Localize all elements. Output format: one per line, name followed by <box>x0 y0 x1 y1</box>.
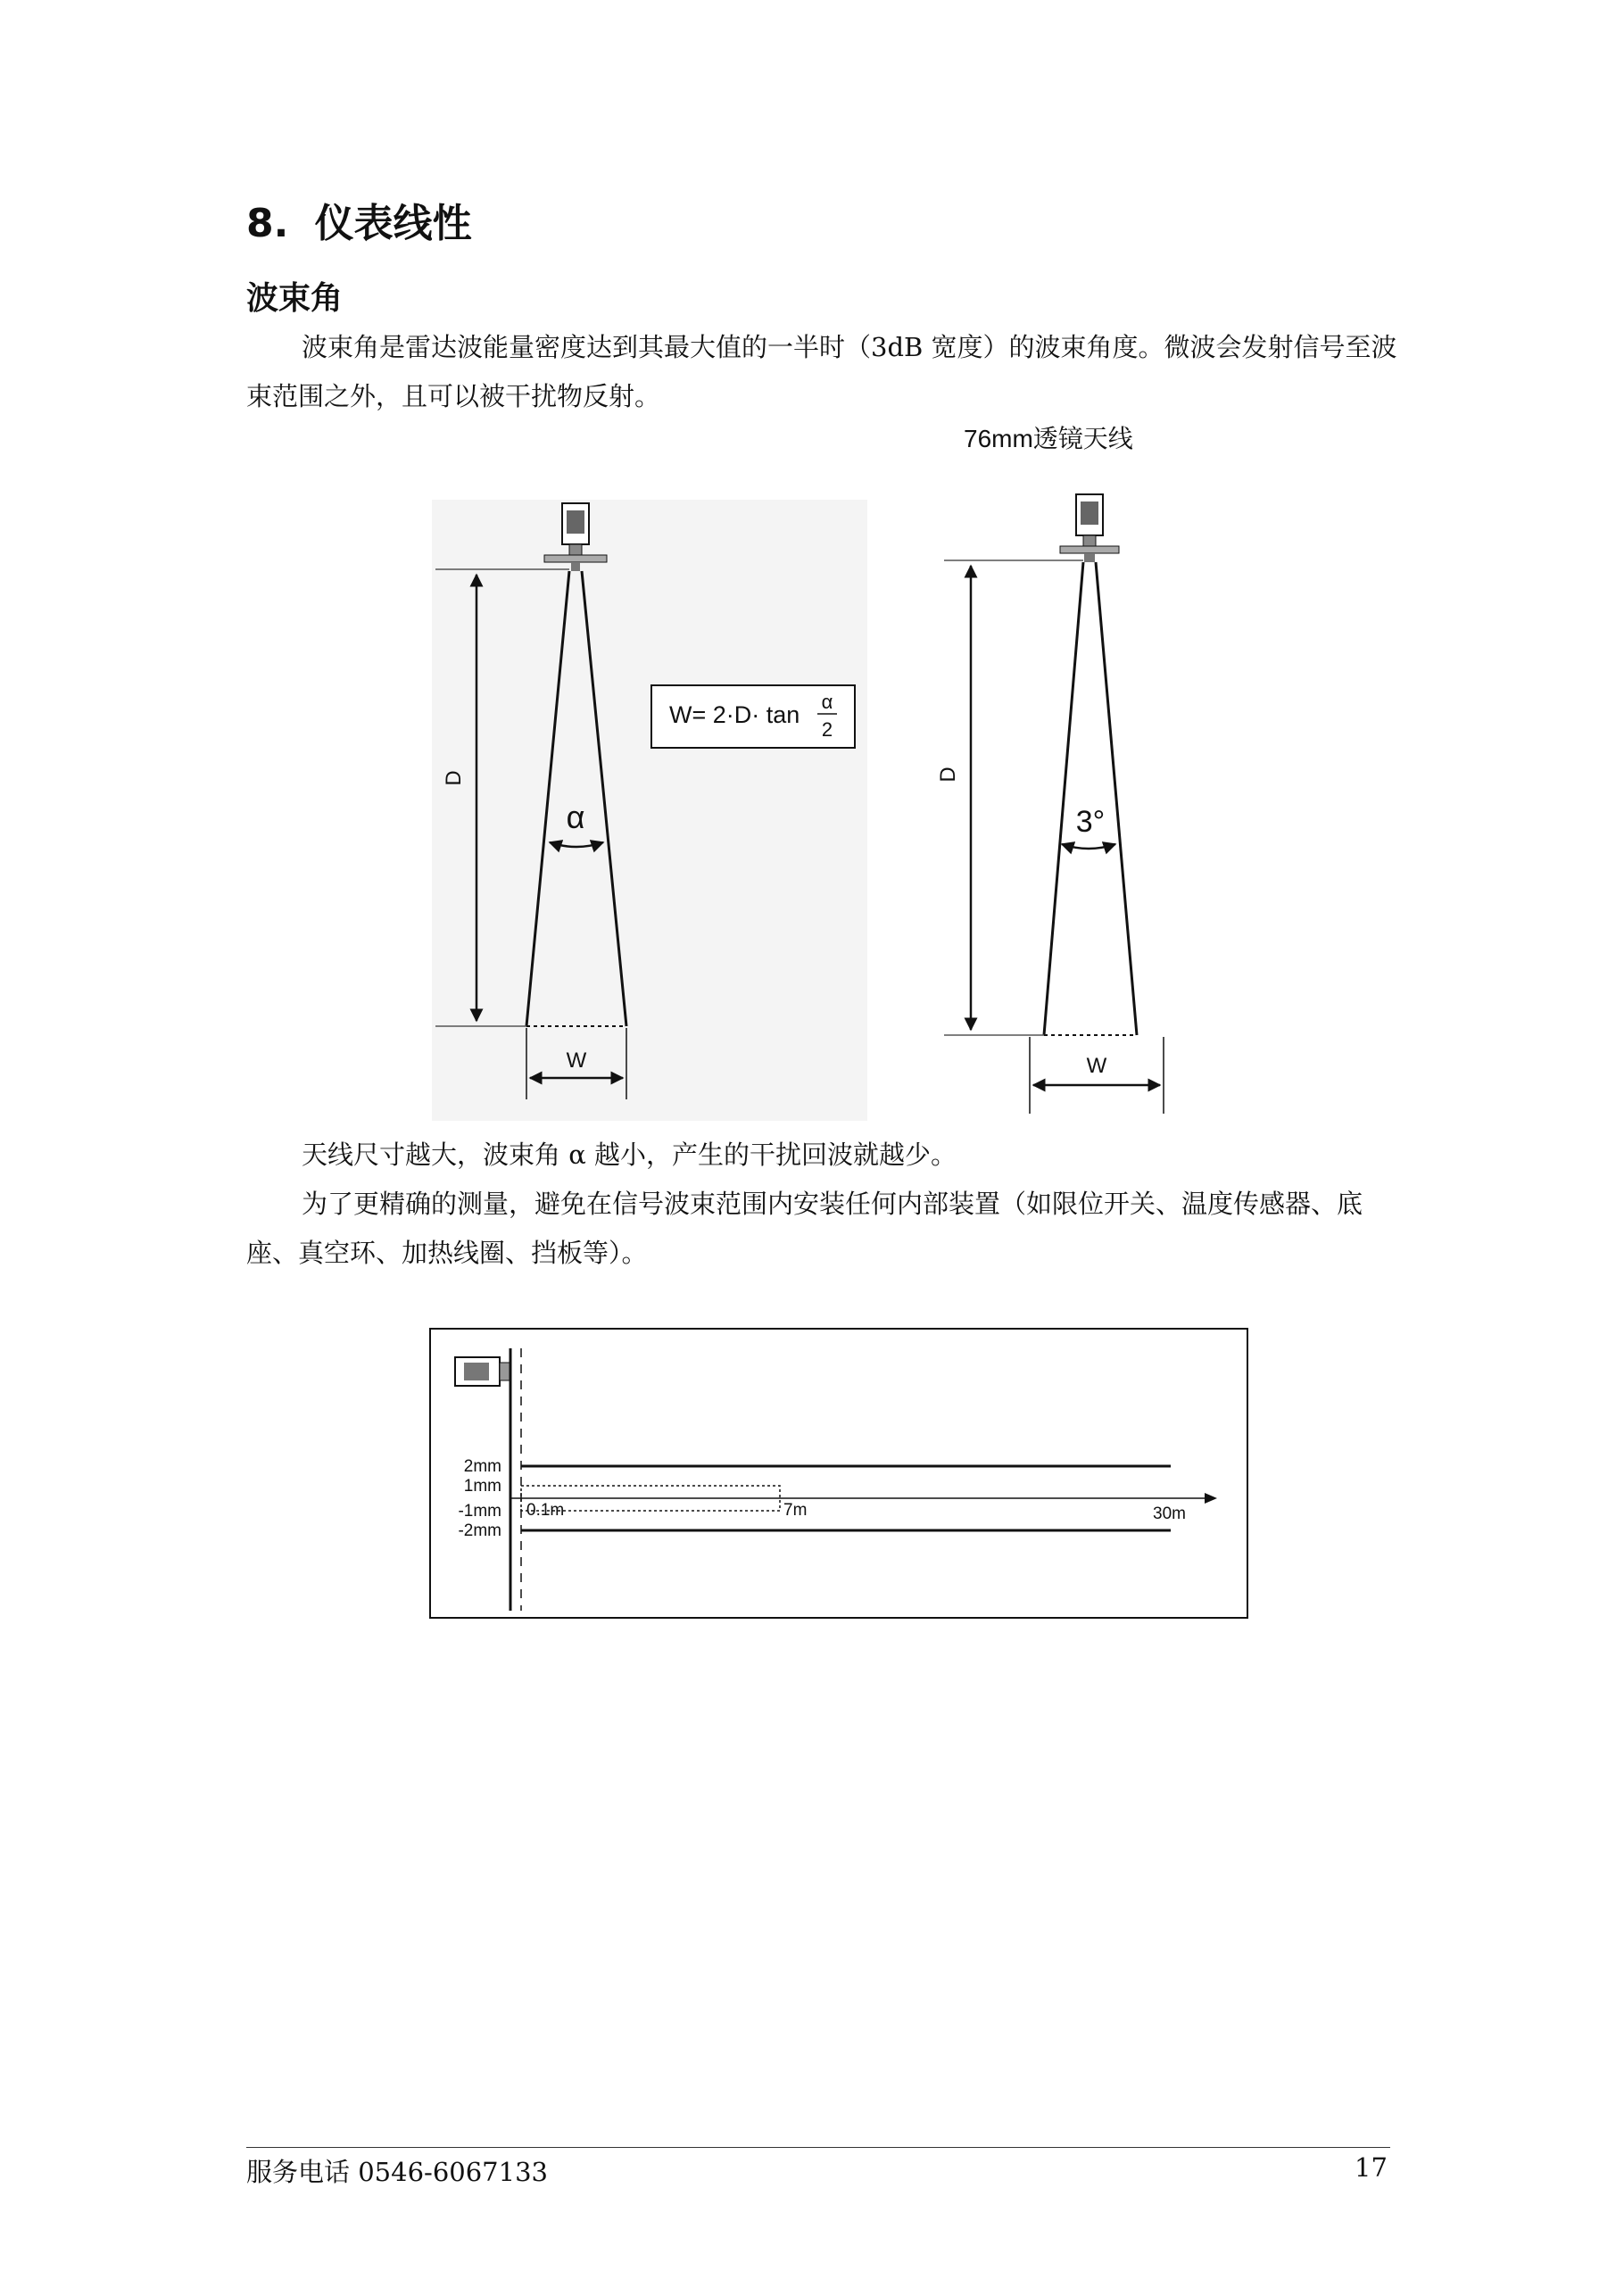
left-w-label: W <box>566 1049 587 1073</box>
left-angle-label: α <box>566 799 585 835</box>
beam-angle-figure <box>419 482 1205 1124</box>
linearity-figure <box>428 1327 1249 1621</box>
y-label-minus-1mm: -1mm <box>458 1502 501 1521</box>
formula-prefix: W= 2·D· tan <box>669 701 800 728</box>
formula-denominator: 2 <box>821 718 833 741</box>
left-d-label: D <box>442 770 466 786</box>
right-angle-label: 3° <box>1075 805 1106 839</box>
formula-numerator: α <box>821 691 833 713</box>
section-title: 仪表线性 <box>314 201 472 246</box>
intro-paragraph: 波束角是雷达波能量密度达到其最大值的一半时（3dB 宽度）的波束角度。微波会发射信号至波束范围之外，且可以被干扰物反射。 <box>246 332 1397 411</box>
right-d-label: D <box>936 767 960 783</box>
linearity-frame <box>430 1329 1247 1618</box>
x-label-7m: 7m <box>783 1501 808 1520</box>
right-beam <box>1044 562 1137 1035</box>
x-label-0-1m: 0.1m <box>526 1501 565 1520</box>
y-label-minus-2mm: -2mm <box>458 1521 501 1540</box>
right-w-label: W <box>1086 1054 1107 1078</box>
section-number: 8. <box>246 201 289 246</box>
x-label-30m: 30m <box>1153 1504 1186 1523</box>
right-antenna-icon <box>1060 494 1119 562</box>
left-panel-bg <box>432 500 867 1121</box>
antenna-size-paragraph: 天线尺寸越大，波束角 α 越小，产生的干扰回波就越少。 <box>302 1140 957 1170</box>
figure-caption: 76mm透镜天线 <box>964 425 1133 452</box>
footer-service-phone: 服务电话 0546-6067133 <box>246 2157 548 2187</box>
right-angle-arc <box>1062 844 1115 849</box>
y-label-1mm: 1mm <box>463 1477 501 1496</box>
footer-rule <box>246 2147 1390 2148</box>
section-heading <box>246 191 472 248</box>
installation-paragraph: 为了更精确的测量，避免在信号波束范围内安装任何内部装置（如限位开关、温度传感器、底座、真空环、加热线圈、挡板等）。 <box>246 1189 1363 1268</box>
y-label-2mm: 2mm <box>463 1457 501 1476</box>
page-number: 17 <box>1355 2152 1388 2183</box>
subheading: 波束角 <box>246 280 344 317</box>
